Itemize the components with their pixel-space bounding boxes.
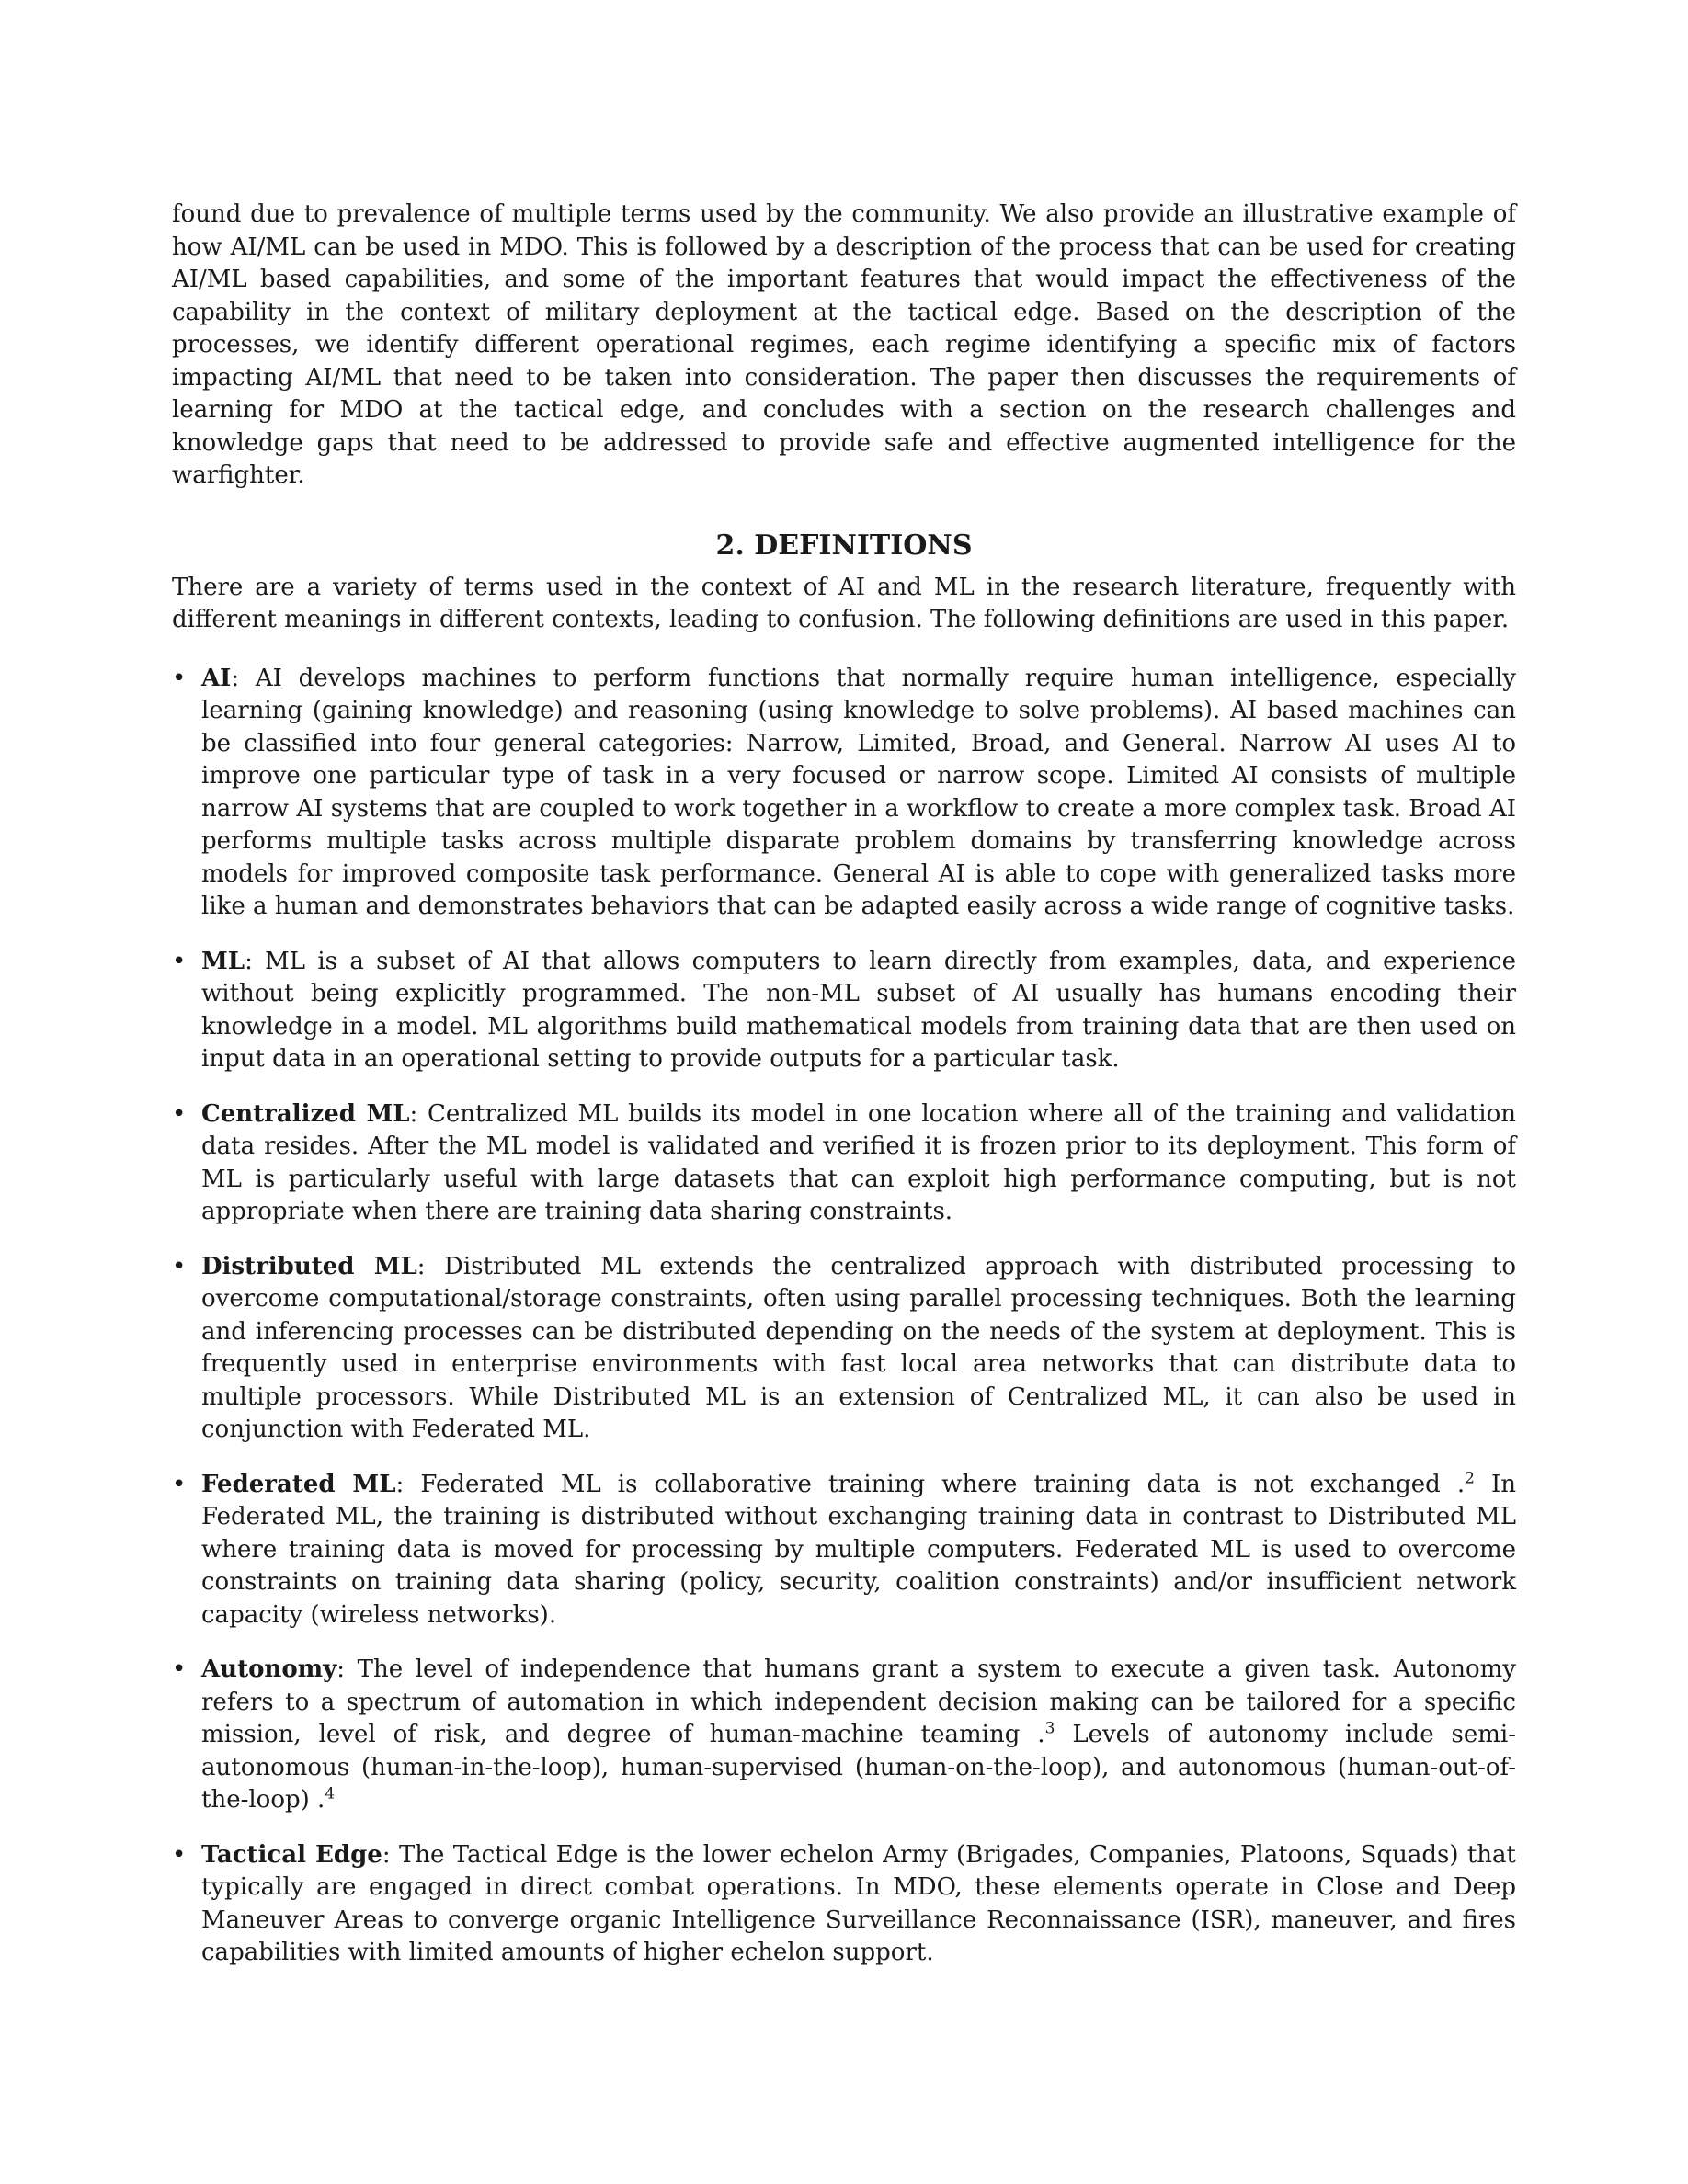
definition-federated-ml: [172, 1469, 1516, 1632]
definition-text: : The Tactical Edge is the lower echelon Army (Brigades, Companies, Platoons, Squads) that typically are engaged in direct combat operations. In MDO, these elements operate in Close and Deep Maneuver Areas to converge organic Intelligence Surveillance Reconnaissance (ISR), maneuver, and fires capabilities with limited amounts of higher echelon support.: [201, 1840, 1517, 1966]
bullet-icon: •: [172, 1252, 187, 1280]
definition-ai: [172, 663, 1516, 924]
definition-autonomy: [172, 1654, 1516, 1817]
definition-text: : ML is a subset of AI that allows computers to learn directly from examples, data, and experience without being explicitly programmed. The non-ML subset of AI usually has humans encoding their knowledge in a model. ML algorithms build mathematical models from training data that are then used on input data in an operational setting to provide outputs for a particular task.: [201, 947, 1516, 1073]
definition-distributed-ml: [172, 1251, 1516, 1447]
definition-text-continued: In Federated ML, the training is distributed without exchanging training data in contrast to Distributed ML where training data is moved for processing by multiple computers. Federated ML is used to overcome constraints on training data sharing (policy, security, coalition constraints) and/or insufficient network capacity (wireless networks).: [201, 1470, 1517, 1629]
definition-text-continued: Levels of autonomy include semi-autonomous (human-in-the-loop), human-supervised (human-on-the-loop), and autonomous (human-out-of-the-loop) .: [201, 1721, 1517, 1814]
bullet-icon: •: [172, 947, 187, 975]
definition-term: ML: [201, 947, 245, 975]
definition-term: Centralized ML: [201, 1099, 410, 1128]
definition-text: : Federated ML is collaborative training where training data is not exchanged .: [395, 1470, 1466, 1498]
definition-term: Federated ML: [201, 1470, 396, 1498]
definition-text: : The level of independence that humans grant a system to execute a given task. Autonomy refers to a spectrum of automation in which independent decision making can be tailored for a specific mission, level of risk, and degree of human-machine teaming .: [201, 1655, 1516, 1748]
definition-centralized-ml: [172, 1098, 1516, 1229]
bullet-icon: •: [172, 1099, 187, 1128]
bullet-icon: •: [172, 664, 187, 692]
bullet-icon: •: [172, 1840, 187, 1869]
definition-term: Tactical Edge: [201, 1840, 382, 1869]
definitions-list: [172, 663, 1516, 1970]
definition-term: Autonomy: [201, 1655, 337, 1683]
definition-text: : Distributed ML extends the centralized approach with distributed processing to overcome computational/storage constraints, often using parallel processing techniques. Both the learning and inferencing processes can be distributed depending on the needs of the system at deployment. This is frequently used in enterprise environments with fast local area networks that can distribute data to multiple processors. While Distributed ML is an extension of Centralized ML, it can also be used in conjunction with Federated ML.: [201, 1252, 1517, 1443]
definition-text: : AI develops machines to perform functions that normally require human intelligence, especially learning (gaining knowledge) and reasoning (using knowledge to solve problems). AI based machines can be classified into four general categories: Narrow, Limited, Broad, and General. Narrow AI uses AI to improve one particular type of task in a very focused or narrow scope. Limited AI consists of multiple narrow AI systems that are coupled to work together in a workflow to create a more complex task. Broad AI performs multiple tasks across multiple disparate problem domains by transferring knowledge across models for improved composite task performance. General AI is able to cope with generalized tasks more like a human and demonstrates behaviors that can be adapted easily across a wide range of cognitive tasks.: [201, 664, 1516, 920]
footnote-reference[interactable]: 2: [1465, 1468, 1475, 1487]
bullet-icon: •: [172, 1655, 187, 1683]
footnote-reference[interactable]: 4: [325, 1784, 336, 1803]
footnote-reference[interactable]: 3: [1044, 1719, 1055, 1738]
page-body: [172, 199, 1516, 1992]
definition-term: Distributed ML: [201, 1252, 417, 1280]
bullet-icon: •: [172, 1470, 187, 1498]
definition-text: : Centralized ML builds its model in one location where all of the training and validation data resides. After the ML model is validated and verified it is frozen prior to its deployment. This form of ML is particularly useful with large datasets that can exploit high performance computing, but is not appropriate when there are training data sharing constraints.: [201, 1099, 1516, 1225]
section-lead-paragraph: There are a variety of terms used in the context of AI and ML in the research literature, frequently with different meanings in different contexts, leading to confusion. The following definitions are used in this paper.: [172, 573, 1516, 633]
section-heading: 2. DEFINITIONS: [715, 529, 973, 562]
definition-ml: [172, 946, 1516, 1076]
definition-tactical-edge: [172, 1839, 1516, 1970]
definition-term: AI: [201, 664, 232, 692]
intro-paragraph: found due to prevalence of multiple terms used by the community. We also provide an illustrative example of how AI/ML can be used in MDO. This is followed by a description of the process that can be used for creating AI/ML based capabilities, and some of the important features that would impact the effectiveness of the capability in the context of military deployment at the tactical edge. Based on the description of the processes, we identify different operational regimes, each regime identifying a specific mix of factors impacting AI/ML that need to be taken into consideration. The paper then discusses the requirements of learning for MDO at the tactical edge, and concludes with a section on the research challenges and knowledge gaps that need to be addressed to provide safe and effective augmented intelligence for the warfighter.: [172, 200, 1516, 489]
